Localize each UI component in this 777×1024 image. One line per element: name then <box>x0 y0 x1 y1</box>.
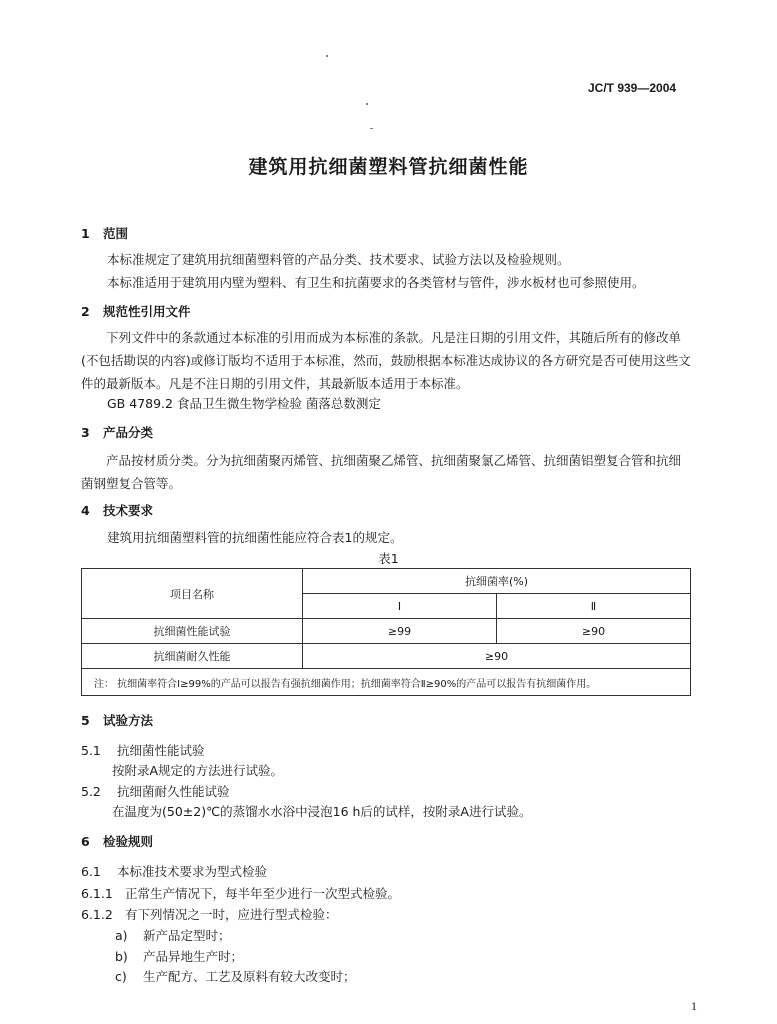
section-title: 技术要求 <box>103 503 154 518</box>
paragraph: 本标准规定了建筑用抗细菌塑料管的产品分类、技术要求、试验方法以及检验规则。 <box>107 252 570 267</box>
section-2-heading <box>81 302 191 320</box>
section-3-heading <box>81 423 153 441</box>
table-row <box>82 619 691 644</box>
clause-text: 正常生产情况下，每半年至少进行一次型式检验。 <box>125 886 401 901</box>
paragraph: 产品按材质分类。分为抗细菌聚丙烯管、抗细菌聚乙烯管、抗细菌聚氯乙烯管、抗细菌铝塑复合管和抗细菌钢塑复合管等。 <box>81 453 682 491</box>
list-item <box>115 947 243 965</box>
subsection-title: 本标准技术要求为型式检验 <box>117 864 268 879</box>
section-title: 范围 <box>103 226 129 241</box>
table-caption: 表1 <box>378 551 399 566</box>
scan-speck <box>366 103 368 105</box>
table-row <box>82 644 691 669</box>
paragraph: 在温度为(50±2)℃的蒸馏水水浴中浸泡16 h后的试样，按附录A进行试验。 <box>112 804 532 819</box>
subsection-number: 6.1 <box>81 864 101 879</box>
section-number: 6 <box>81 834 90 849</box>
header-rate: 抗细菌率(%) <box>303 569 691 594</box>
clause-number: 6.1.1 <box>81 886 113 901</box>
scan-speck <box>326 55 328 57</box>
row-label: 抗细菌耐久性能 <box>82 644 303 669</box>
row-value: ≥90 <box>303 644 691 669</box>
table-note-row <box>82 669 691 696</box>
section-number: 1 <box>81 226 90 241</box>
section-number: 4 <box>81 503 90 518</box>
table-note: 注： 抗细菌率符合Ⅰ≥99%的产品可以报告有强抗细菌作用；抗细菌率符合Ⅱ≥90%的产品可以报告有抗细菌作用。 <box>82 669 691 696</box>
section-number: 3 <box>81 425 90 440</box>
list-text: 产品异地生产时； <box>143 949 244 964</box>
page-number: 1 <box>691 999 697 1013</box>
paragraph: 建筑用抗细菌塑料管的抗细菌性能应符合表1的规定。 <box>107 530 403 545</box>
reference-item: GB 4789.2 食品卫生微生物学检验 菌落总数测定 <box>107 396 381 411</box>
list-item <box>115 967 356 985</box>
standard-code: JC/T 939—2004 <box>588 81 677 95</box>
section-1-heading <box>81 224 128 242</box>
paragraph: 下列文件中的条款通过本标准的引用而成为本标准的条款。凡是注日期的引用文件，其随后所有的修改单(不包括勘误的内容)或修订版均不适用于本标准，然而，鼓励根据本标准达成协议的各方研究是否可使用这些文件的最新版本。凡是不注日期的引用文件，其最新版本适用于本标准。 <box>81 330 691 391</box>
subsection-title: 抗细菌性能试验 <box>117 743 205 758</box>
list-item <box>115 926 231 944</box>
paragraph: 按附录A规定的方法进行试验。 <box>112 763 284 778</box>
requirements-table <box>81 568 691 696</box>
header-grade-2: Ⅱ <box>496 594 690 619</box>
section-title: 检验规则 <box>103 834 154 849</box>
subsection-number: 5.2 <box>81 784 101 799</box>
list-marker: a) <box>115 928 128 943</box>
row-value: ≥90 <box>496 619 690 644</box>
row-value: ≥99 <box>303 619 497 644</box>
clause-6-1-2 <box>81 905 338 923</box>
row-label: 抗细菌性能试验 <box>82 619 303 644</box>
scan-speck <box>370 128 373 129</box>
section-4-heading <box>81 501 153 519</box>
section-number: 5 <box>81 713 90 728</box>
clause-6-1-1 <box>81 884 400 902</box>
list-marker: c) <box>115 969 127 984</box>
section-5-heading <box>81 711 153 729</box>
subsection-5-1-heading <box>81 741 205 759</box>
subsection-6-1-heading <box>81 862 267 880</box>
list-marker: b) <box>115 949 128 964</box>
section-6-heading <box>81 832 153 850</box>
subsection-number: 5.1 <box>81 743 101 758</box>
subsection-title: 抗细菌耐久性能试验 <box>117 784 230 799</box>
section-title: 试验方法 <box>103 713 154 728</box>
paragraph: 本标准适用于建筑用内壁为塑料、有卫生和抗菌要求的各类管材与管件，涉水板材也可参照使用。 <box>107 275 645 290</box>
list-text: 生产配方、工艺及原料有较大改变时； <box>143 969 356 984</box>
clause-number: 6.1.2 <box>81 907 113 922</box>
document-title: 建筑用抗细菌塑料管抗细菌性能 <box>248 156 529 178</box>
section-number: 2 <box>81 304 90 319</box>
clause-text: 有下列情况之一时，应进行型式检验： <box>125 907 338 922</box>
subsection-5-2-heading <box>81 782 230 800</box>
list-text: 新产品定型时； <box>143 928 231 943</box>
header-grade-1: Ⅰ <box>303 594 497 619</box>
header-item-name: 项目名称 <box>82 569 303 619</box>
section-title: 规范性引用文件 <box>103 304 191 319</box>
section-title: 产品分类 <box>103 425 154 440</box>
